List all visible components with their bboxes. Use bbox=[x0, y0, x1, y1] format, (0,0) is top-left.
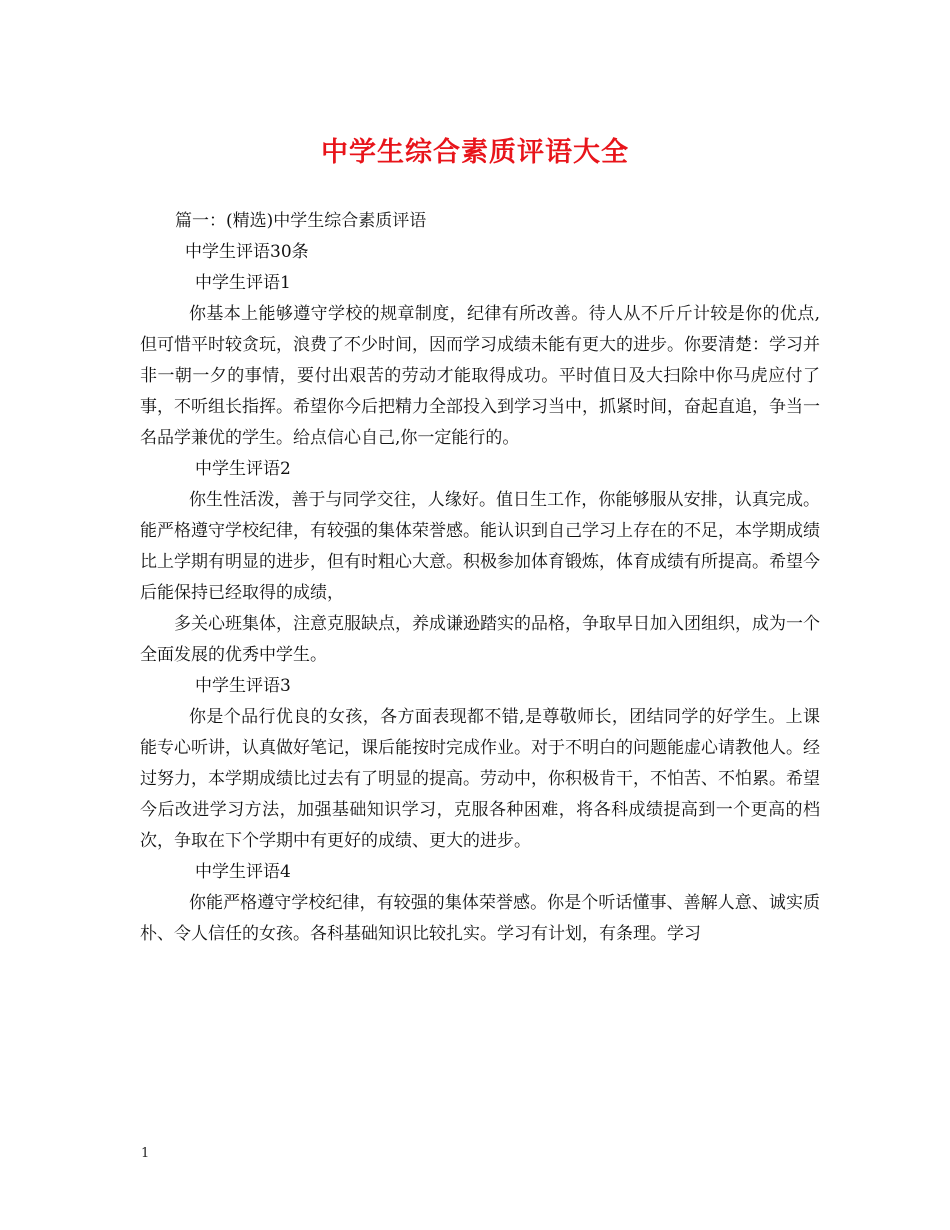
sub-heading: 中学生评语30条 bbox=[185, 242, 309, 262]
entry-paragraph-3: 你是个品行优良的女孩，各方面表现都不错,是尊敬师长，团结同学的好学生。上课能专心听讲，认真做好笔记，课后能按时完成作业。对于不明白的问题能虚心请教他人。经过努力，本学期成绩比过去有了明显的提高。劳动中，你积极肯干，不怕苦、不怕累。希望今后改进学习方法，加强基础知识学习，克服各种困难，将各科成绩提高到一个更高的档次，争取在下个学期中有更好的成绩、更大的进步。 bbox=[140, 707, 820, 851]
entry-paragraph-1: 你基本上能够遵守学校的规章制度，纪律有所改善。待人从不斤斤计较是你的优点,但可惜平时较贪玩，浪费了不少时间，因而学习成绩未能有更大的进步。你要清楚：学习并非一朝一夕的事情，要付出艰苦的劳动才能取得成功。平时值日及大扫除中你马虎应付了事，不听组长指挥。希望你今后把精力全部投入到学习当中，抓紧时间，奋起直追，争当一名品学兼优的学生。给点信心自己,你一定能行的。 bbox=[140, 304, 820, 448]
entry-paragraph-2a: 你生性活泼，善于与同学交往，人缘好。值日生工作，你能够服从安排，认真完成。能严格遵守学校纪律，有较强的集体荣誉感。能认识到自己学习上存在的不足，本学期成绩比上学期有明显的进步，但有时粗心大意。积极参加体育锻炼，体育成绩有所提高。希望今后能保持已经取得的成绩， bbox=[140, 490, 820, 603]
entry-paragraph-2b: 多关心班集体，注意克服缺点，养成谦逊踏实的品格，争取早日加入团组织，成为一个全面发展的优秀中学生。 bbox=[140, 614, 820, 665]
entry-label-2: 中学生评语2 bbox=[195, 459, 291, 479]
entry-label-1: 中学生评语1 bbox=[195, 273, 291, 293]
page-number: 1 bbox=[141, 1146, 150, 1161]
section-heading: 篇一：(精选)中学生综合素质评语 bbox=[175, 211, 427, 231]
entry-label-3: 中学生评语3 bbox=[195, 676, 291, 696]
entry-label-4: 中学生评语4 bbox=[195, 862, 291, 882]
document-title: 中学生综合素质评语大全 bbox=[321, 137, 629, 168]
document-body bbox=[140, 206, 820, 950]
entry-paragraph-4: 你能严格遵守学校纪律，有较强的集体荣誉感。你是个听话懂事、善解人意、诚实质朴、令人信任的女孩。各科基础知识比较扎实。学习有计划，有条理。学习 bbox=[140, 893, 820, 944]
